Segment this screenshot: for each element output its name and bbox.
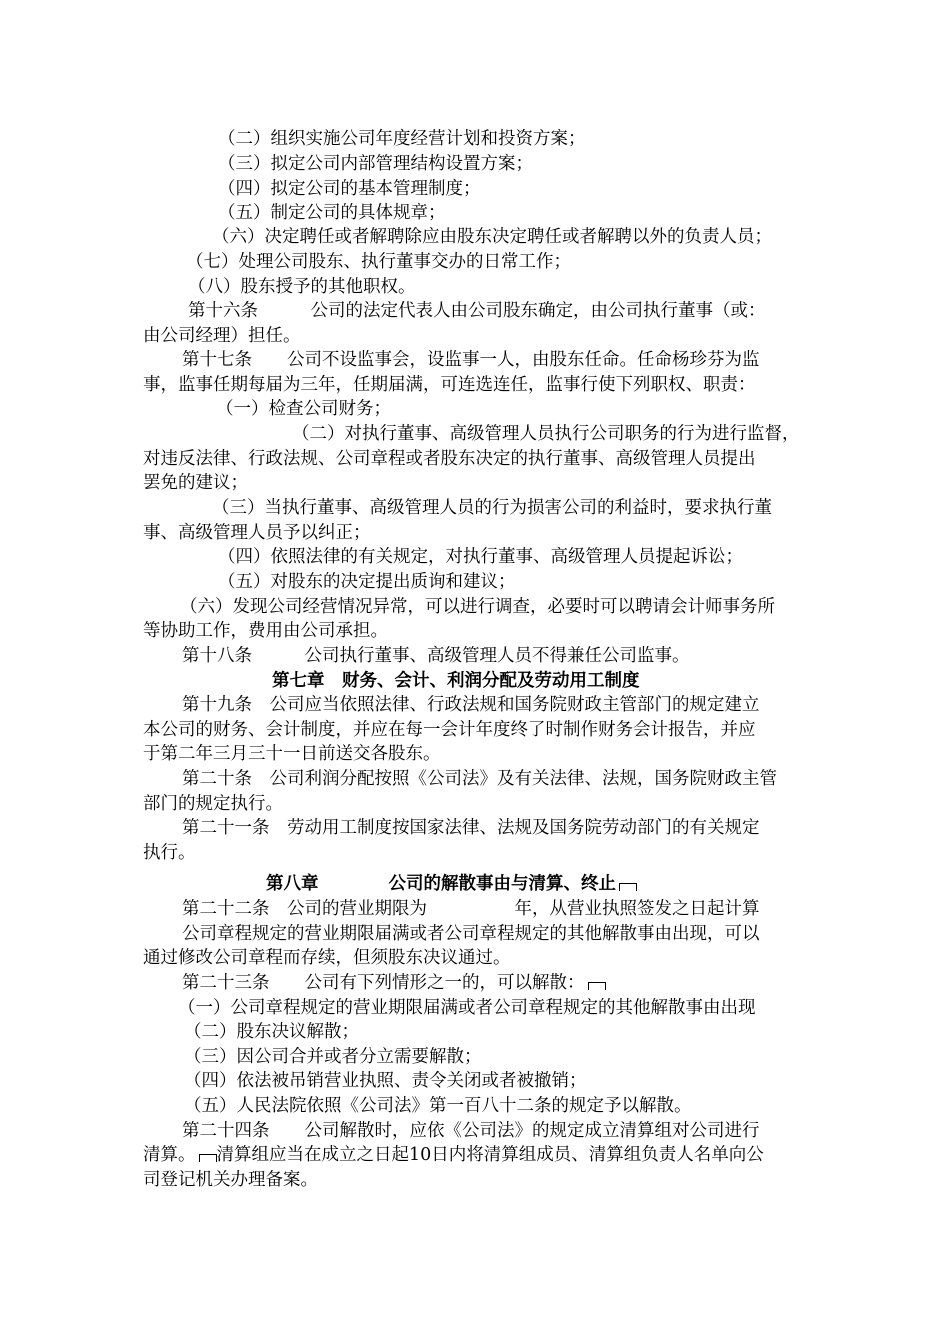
text-line: （二）对执行董事、高级管理人员执行公司职务的行为进行监督， [292,424,800,444]
text-line: （五）人民法院依照《公司法》第一百八十二条的规定予以解散。 [184,1096,692,1116]
text-line: （四）依照法律的有关规定，对执行董事、高级管理人员提起诉讼； [218,547,743,567]
article-20: 第二十条 公司利润分配按照《公司法》及有关法律、法规，国务院财政主管 [182,769,777,789]
chapter-8-heading [266,872,637,896]
text-line: （六）决定聘任或者解聘除应由股东决定聘任或者解聘以外的负责人员； [212,227,772,247]
text-segment: 清算。 [143,1145,196,1165]
text-line: 于第二年三月三十一日前送交各股东。 [143,744,441,764]
text-line: （五）对股东的决定提出质询和建议； [218,572,516,592]
text-line: 司登记机关办理备案。 [143,1170,318,1190]
article-22: 第二十二条 公司的营业期限为 年，从营业执照签发之日起计算 [182,899,760,919]
text-line: 本公司的财务、会计制度，并应在每一会计年度终了时制作财务会计报告，并应 [143,720,756,740]
text-line: （三）因公司合并或者分立需要解散； [184,1047,482,1067]
text-segment: 清算组应当在成立之日起10日内将清算组成员、清算组负责人名单向公 [216,1145,764,1165]
text-line: （三）拟定公司内部管理结构设置方案； [218,154,533,174]
text-line: 罢免的建议； [143,473,248,493]
text-line: （一）公司章程规定的营业期限届满或者公司章程规定的其他解散事由出现 [178,998,756,1018]
article-21: 第二十一条 劳动用工制度按国家法律、法规及国务院劳动部门的有关规定 [182,818,760,838]
text-line: （二）组织实施公司年度经营计划和投资方案； [218,129,586,149]
text-line: （一）检查公司财务； [216,399,391,419]
heading-text: 第八章 公司的解散事由与清算、终止 [266,874,616,894]
text-line: （三）当执行董事、高级管理人员的行为损害公司的利益时，要求执行董 [212,498,772,518]
revision-mark-icon [199,1154,217,1162]
text-line: 等协助工作，费用由公司承担。 [143,621,388,641]
text-line [143,1143,764,1167]
text-line: （六）发现公司经营情况异常，可以进行调查，必要时可以聘请会计师事务所 [180,597,775,617]
article-18: 第十八条 公司执行董事、高级管理人员不得兼任公司监事。 [182,646,690,666]
text-line: （七）处理公司股东、执行董事交办的日常工作； [186,252,571,272]
chapter-7-heading: 第七章 财务、会计、利润分配及劳动用工制度 [272,671,640,691]
text-line: （二）股东决议解散； [184,1022,359,1042]
text-line: （四）依法被吊销营业执照、责令关闭或者被撤销； [184,1071,587,1091]
revision-mark-icon [619,883,637,891]
article-text: 第二十三条 公司有下列情形之一的，可以解散： [182,973,585,993]
text-line: 部门的规定执行。 [143,794,283,814]
article-17: 第十七条 公司不设监事会，设监事一人，由股东任命。任命杨珍芬为监 [182,350,760,370]
text-line: （五）制定公司的具体规章； [218,203,446,223]
text-line: （四）拟定公司的基本管理制度； [218,179,481,199]
text-line: 公司章程规定的营业期限届满或者公司章程规定的其他解散事由出现，可以 [182,924,760,944]
text-line: 由公司经理）担任。 [143,326,301,346]
text-line: 通过修改公司章程而存续，但须股东决议通过。 [143,948,511,968]
article-16: 第十六条 公司的法定代表人由公司股东确定，由公司执行董事（或： [188,301,766,321]
text-line: 执行。 [143,843,196,863]
article-23 [182,971,606,995]
revision-mark-icon [588,982,606,990]
text-line: 对违反法律、行政法规、公司章程或者股东决定的执行董事、高级管理人员提出 [143,449,756,469]
article-24: 第二十四条 公司解散时，应依《公司法》的规定成立清算组对公司进行 [182,1121,760,1141]
text-line: 事、高级管理人员予以纠正； [143,523,371,543]
text-line: （八）股东授予的其他职权。 [188,277,416,297]
article-19: 第十九条 公司应当依照法律、行政法规和国务院财政主管部门的规定建立 [182,695,760,715]
text-line: 事，监事任期每届为三年，任期届满，可连选连任，监事行使下列职权、职责： [143,375,756,395]
